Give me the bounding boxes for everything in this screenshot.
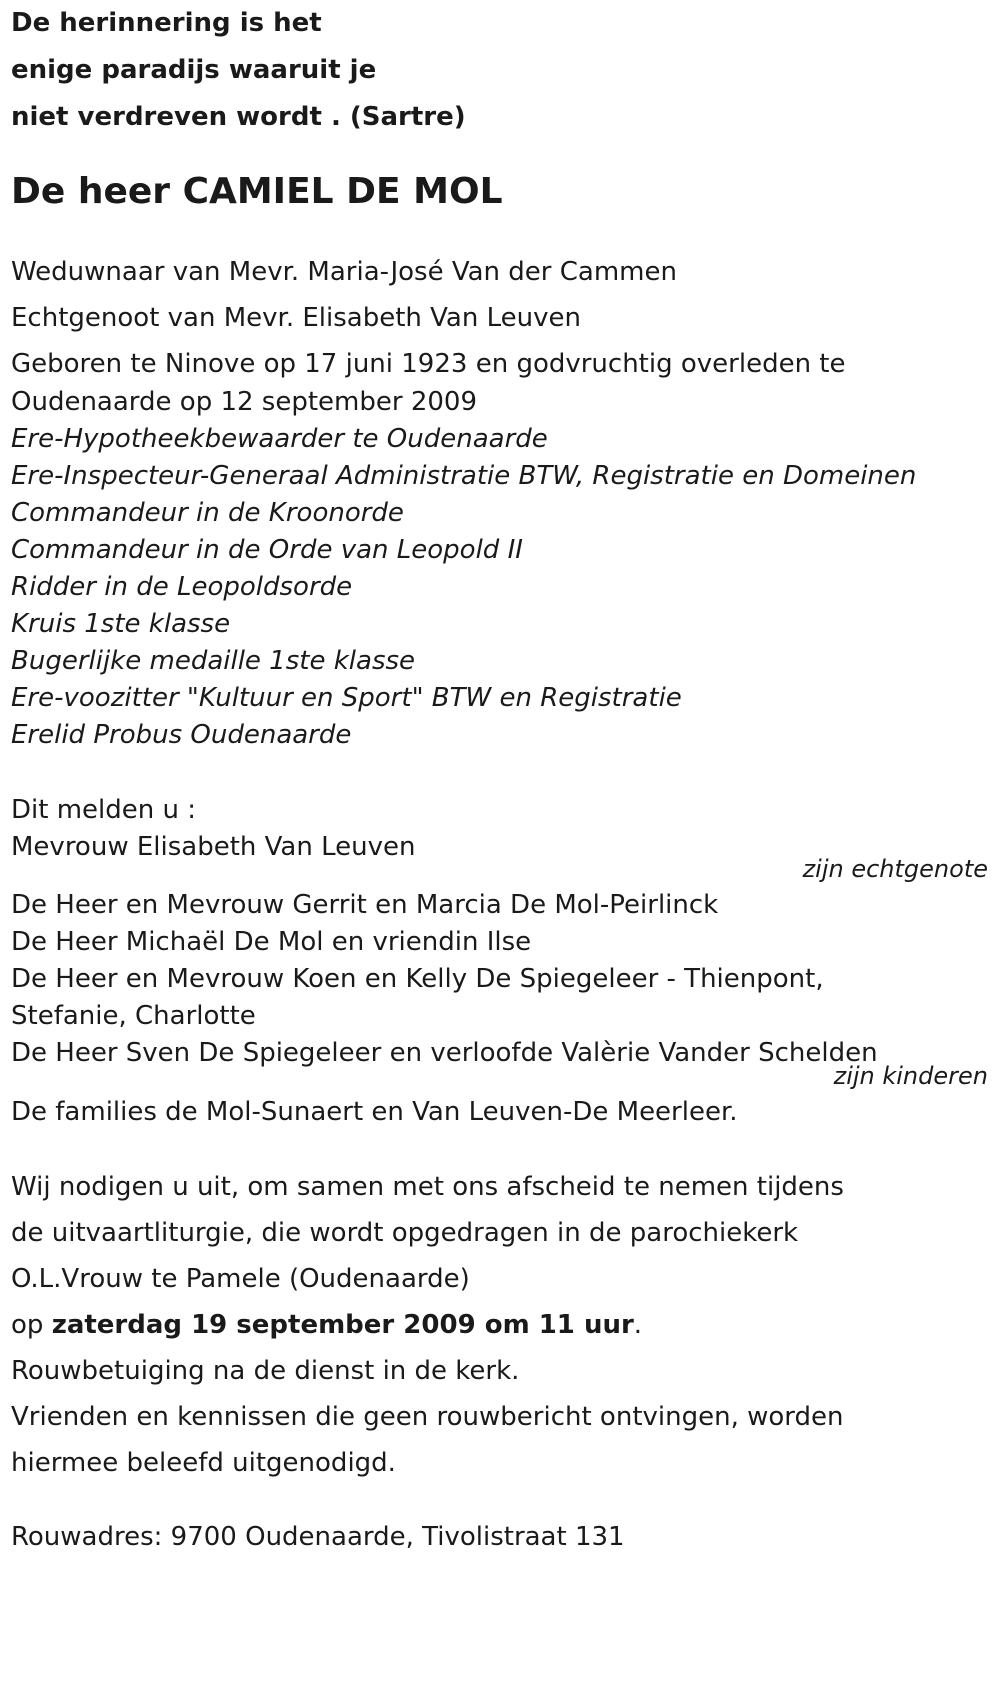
honor-item: Bugerlijke medaille 1ste klasse xyxy=(11,646,416,676)
note-line-2: hiermee beleefd uitgenodigd. xyxy=(11,1448,396,1478)
date-suffix: . xyxy=(633,1310,643,1340)
honor-item: Ridder in de Leopoldsorde xyxy=(11,572,353,602)
honor-item: Ere-Inspecteur-Generaal Administratie BTW, Registratie en Domeinen xyxy=(11,461,917,491)
honor-item: Erelid Probus Oudenaarde xyxy=(11,720,352,750)
service-date: zaterdag 19 september 2009 om 11 uur xyxy=(51,1310,634,1340)
announcers-intro: Dit melden u : xyxy=(11,795,196,825)
child-line: De Heer en Mevrouw Gerrit en Marcia De Mol-Peirlinck xyxy=(11,890,719,920)
honor-item: Commandeur in de Kroonorde xyxy=(11,498,404,528)
families-line: De families de Mol-Sunaert en Van Leuven-De Meerleer. xyxy=(11,1097,738,1127)
address-line: Rouwadres: 9700 Oudenaarde, Tivolistraat 131 xyxy=(11,1522,625,1552)
quote-line-1: De herinnering is het xyxy=(11,8,322,38)
date-prefix: op xyxy=(11,1310,52,1340)
spouse-line: Echtgenoot van Mevr. Elisabeth Van Leuven xyxy=(11,303,581,333)
child-line: Stefanie, Charlotte xyxy=(11,1001,256,1031)
invitation-line-1: Wij nodigen u uit, om samen met ons afscheid te nemen tijdens xyxy=(11,1172,844,1202)
honor-item: Ere-Hypotheekbewaarder te Oudenaarde xyxy=(11,424,548,454)
widower-line: Weduwnaar van Mevr. Maria-José Van der Cammen xyxy=(11,257,677,287)
wife-line: Mevrouw Elisabeth Van Leuven xyxy=(11,832,416,862)
quote-line-3: niet verdreven wordt . (Sartre) xyxy=(11,102,466,132)
children-role: zijn kinderen xyxy=(833,1062,988,1090)
invitation-line-3: O.L.Vrouw te Pamele (Oudenaarde) xyxy=(11,1264,470,1294)
born-died-line-1: Geboren te Ninove op 17 juni 1923 en godvruchtig overleden te xyxy=(11,349,846,379)
born-died-line-2: Oudenaarde op 12 september 2009 xyxy=(11,387,477,417)
honor-item: Ere-voozitter "Kultuur en Sport" BTW en Registratie xyxy=(11,683,682,713)
invitation-line-2: de uitvaartliturgie, die wordt opgedragen in de parochiekerk xyxy=(11,1218,799,1248)
page-title: De heer CAMIEL DE MOL xyxy=(11,171,503,212)
condolence-line: Rouwbetuiging na de dienst in de kerk. xyxy=(11,1356,520,1386)
child-line: De Heer en Mevrouw Koen en Kelly De Spiegeleer - Thienpont, xyxy=(11,964,824,994)
child-line: De Heer Michaël De Mol en vriendin Ilse xyxy=(11,927,532,957)
note-line-1: Vrienden en kennissen die geen rouwbericht ontvingen, worden xyxy=(11,1402,844,1432)
service-date-line xyxy=(11,1312,642,1338)
quote-line-2: enige paradijs waaruit je xyxy=(11,55,377,85)
child-line: De Heer Sven De Spiegeleer en verloofde Valèrie Vander Schelden xyxy=(11,1038,878,1068)
honor-item: Kruis 1ste klasse xyxy=(11,609,231,639)
wife-role: zijn echtgenote xyxy=(802,855,988,883)
honor-item: Commandeur in de Orde van Leopold II xyxy=(11,535,523,565)
